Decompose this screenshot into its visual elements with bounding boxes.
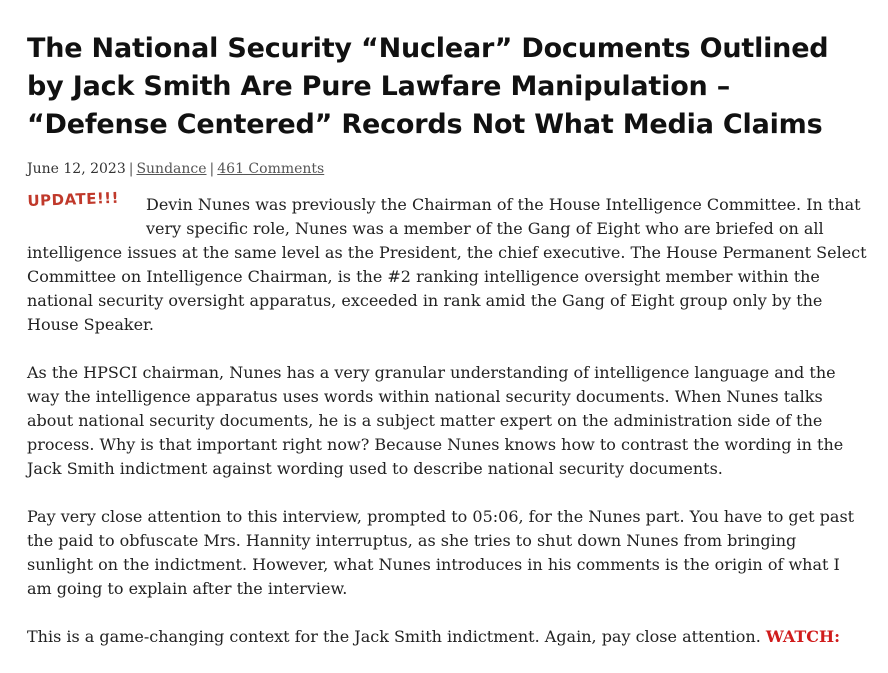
paragraph xyxy=(27,188,867,337)
paragraph xyxy=(27,625,867,649)
update-stamp-image: UPDATE!!! xyxy=(27,188,120,210)
watch-label: WATCH: xyxy=(765,627,841,646)
paragraph: Pay very close attention to this interview, prompted to 05:06, for the Nunes part. You have to get past the paid to obfuscate Mrs. Hannity interruptus, as she tries to shut down Nunes from bringing sunlight on the indictment. However, what Nunes introduces in his comments is the origin of what I am going to explain after the interview. xyxy=(27,507,855,598)
article-body xyxy=(27,188,867,649)
article xyxy=(27,30,867,673)
post-meta xyxy=(27,159,867,179)
post-date: June 12, 2023 xyxy=(27,161,126,177)
author-link[interactable]: Sundance xyxy=(136,161,207,177)
meta-separator: | xyxy=(128,161,134,177)
paragraph-text: This is a game-changing context for the Jack Smith indictment. Again, pay close attention. xyxy=(27,627,766,646)
comments-link[interactable]: 461 Comments xyxy=(217,161,325,177)
paragraph-text: Devin Nunes was previously the Chairman of the House Intelligence Committee. In that very specific role, Nunes was a member of the Gang of Eight who are briefed on all intelligence issues at the same level as the President, the chief executive. The House Permanent Select Committee on Intelligence Chairman, is the #2 ranking intelligence oversight member within the national security oversight apparatus, exceeded in rank amid the Gang of Eight group only by the House Speaker. xyxy=(27,195,867,334)
article-title: The National Security “Nuclear” Documents Outlined by Jack Smith Are Pure Lawfare Manipulation – “Defense Centered” Records Not What Media Claims xyxy=(27,33,829,140)
meta-separator: | xyxy=(209,161,215,177)
paragraph: As the HPSCI chairman, Nunes has a very granular understanding of intelligence language and the way the intelligence apparatus uses words within national security documents. When Nunes talks about national security documents, he is a subject matter expert on the administration side of the process. Why is that important right now? Because Nunes knows how to contrast the wording in the Jack Smith indictment against wording used to describe national security documents. xyxy=(27,363,844,478)
